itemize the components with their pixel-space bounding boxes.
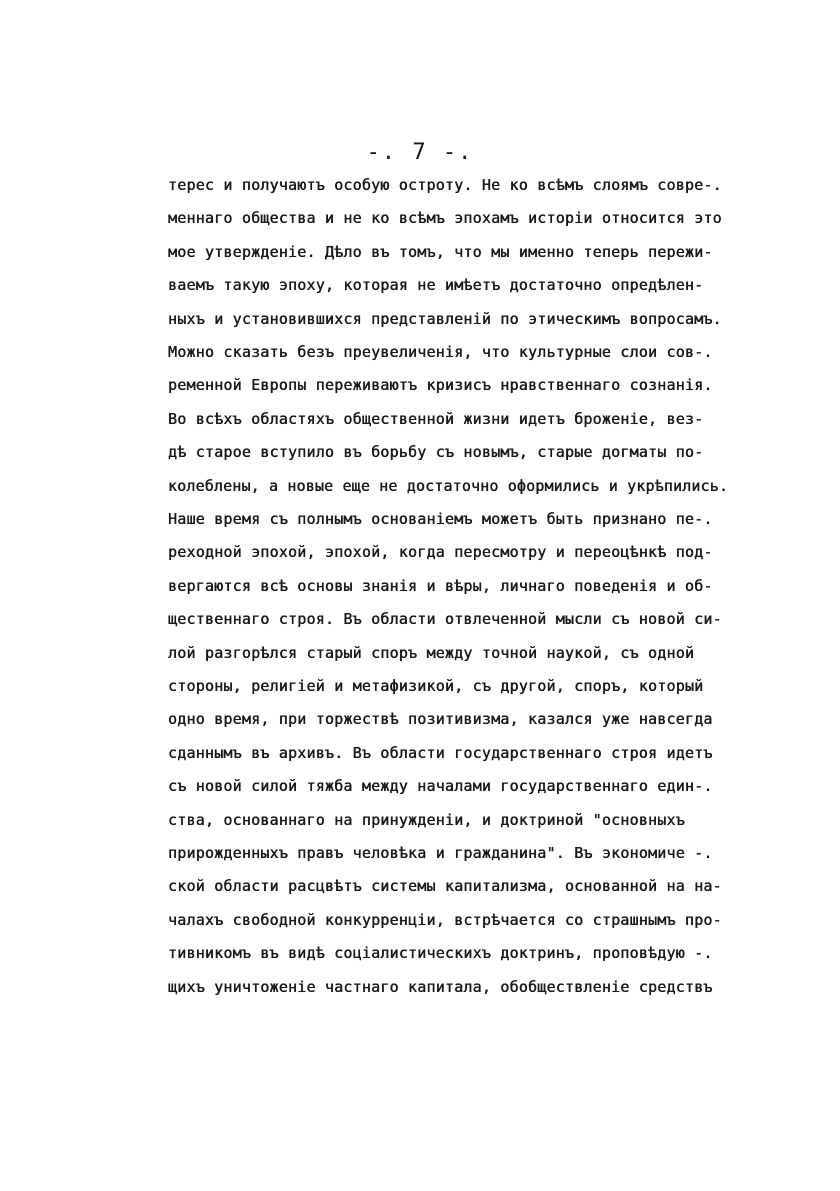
text-line: сданнымъ въ архивъ. Въ области государственнаго строя идетъ bbox=[168, 743, 713, 762]
text-line: Во всѣхъ областяхъ общественной жизни идетъ броженіе, вез- bbox=[168, 409, 704, 428]
text-line: ства, основаннаго на принужденіи, и доктриной "основныхъ bbox=[168, 810, 685, 829]
text-line: лой разгорѣлся старый споръ между точной наукой, съ одной bbox=[168, 643, 695, 662]
text-line: Наше время съ полнымъ основаніемъ можетъ быть признано пе-. bbox=[168, 510, 713, 528]
text-line: чалахъ свободной конкурренціи, встрѣчается со страшнымъ про- bbox=[168, 910, 722, 929]
text-line: съ новой силой тяжба между началами государственнаго един-. bbox=[168, 777, 713, 796]
text-line: вергаются всѣ основы знанія и вѣры, личнаго поведенія и об- bbox=[168, 576, 713, 595]
text-line: ныхъ и установившихся представленій по этическимъ вопросамъ. bbox=[168, 309, 722, 328]
text-line: стороны, религіей и метафизикой, съ другой, споръ, который bbox=[168, 677, 704, 695]
text-line: реходной эпохой, эпохой, когда пересмотру и переоцѣнкѣ под- bbox=[168, 543, 713, 562]
text-line: щихъ уничтоженіе частнаго капитала, обобществленіе средствъ bbox=[168, 977, 713, 996]
text-line: ваемъ такую эпоху, которая не имѣетъ достаточно опредѣлен- bbox=[168, 276, 704, 295]
text-line: колеблены, а новые еще не достаточно оформились и укрѣпились. bbox=[168, 476, 729, 495]
text-line: тивникомъ въ видѣ соціалистическихъ доктринъ, проповѣдую -. bbox=[168, 944, 713, 963]
text-line: Можно сказать безъ преувеличенія, что культурные слои сов-. bbox=[168, 343, 713, 361]
text-line: дѣ старое вступило въ борьбу съ новымъ, старые догматы по- bbox=[168, 443, 704, 462]
text-line: мое утвержденіе. Дѣло въ томъ, что мы именно теперь пережи- bbox=[168, 242, 713, 261]
text-line: щественнаго строя. Въ области отвлеченной мысли съ новой си- bbox=[168, 610, 722, 629]
text-line: ской области расцвѣтъ системы капитализма, основанной на на- bbox=[168, 877, 722, 896]
text-line: прирожденныхъ правъ человѣка и гражданина". Въ экономиче -. bbox=[168, 844, 713, 862]
text-line: одно время, при торжествѣ позитивизма, казался уже навсегда bbox=[168, 710, 713, 729]
text-line: ременной Европы переживаютъ кризисъ нравственнаго сознанія. bbox=[168, 376, 713, 395]
page-number: -. 7 -. bbox=[366, 140, 474, 165]
text-line: меннаго общества и не ко всѣмъ эпохамъ исторіи относится это bbox=[168, 209, 722, 228]
text-line: терес и получаютъ особую остроту. Не ко всѣмъ слоямъ совре-. bbox=[168, 176, 722, 194]
